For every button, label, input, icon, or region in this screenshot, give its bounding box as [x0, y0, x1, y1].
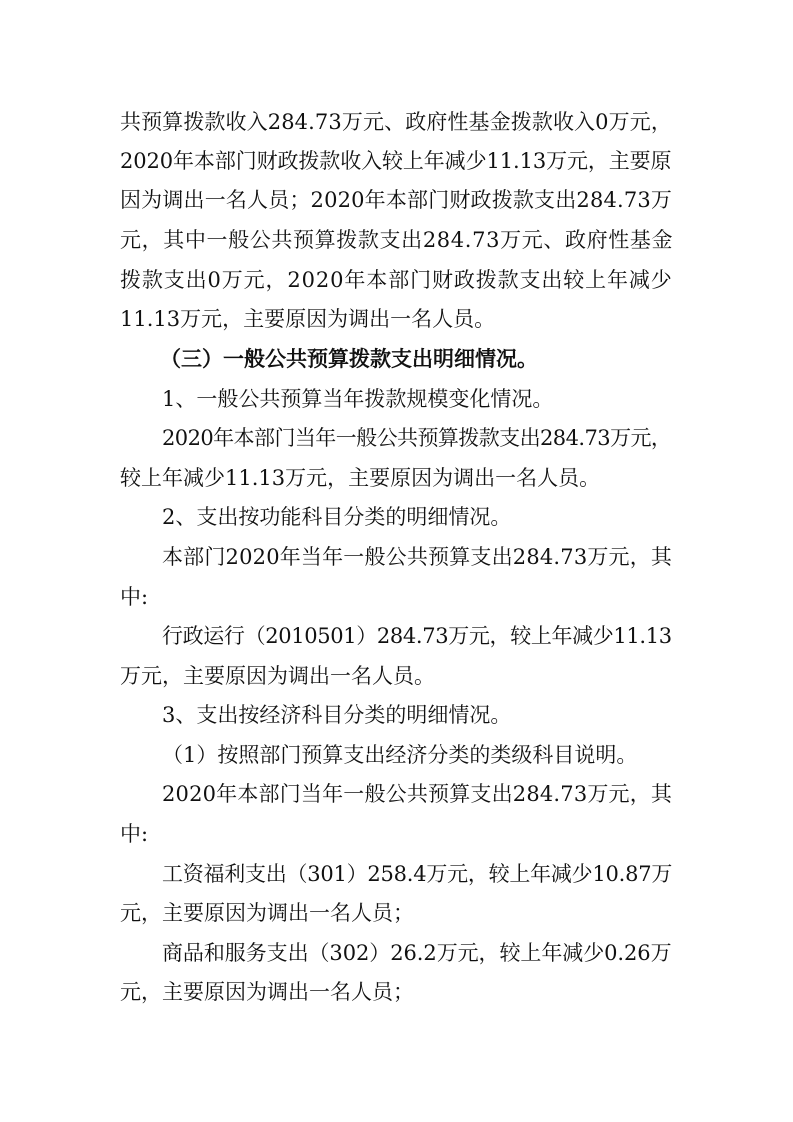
subsection-heading: 3、支出按经济科目分类的明细情况。 — [162, 703, 512, 727]
section-heading: （三）一般公共预算拨款支出明细情况。 — [160, 347, 538, 371]
paragraph-line: 工资福利支出（301）258.4万元，较上年减少10.87万 — [162, 862, 673, 886]
paragraph-line: 较上年减少11.13万元，主要原因为调出一名人员。 — [120, 466, 601, 490]
paragraph-line: 共预算拨款收入284.73万元、政府性基金拨款收入0万元， — [120, 110, 672, 134]
paragraph-line: 万元，主要原因为调出一名人员。 — [120, 664, 435, 688]
paragraph-line: 行政运行（2010501）284.73万元，较上年减少11.13 — [162, 624, 672, 648]
paragraph-line: 因为调出一名人员；2020年本部门财政拨款支出284.73万 — [120, 188, 673, 212]
paragraph-line: 中: — [120, 585, 149, 609]
paragraph-line: 11.13万元，主要原因为调出一名人员。 — [120, 307, 496, 331]
paragraph-line: 2020年本部门财政拨款收入较上年减少11.13万元，主要原 — [120, 149, 672, 173]
paragraph-line: 2020年本部门当年一般公共预算拨款支出284.73万元， — [162, 426, 672, 450]
paragraph-line: 2020年本部门当年一般公共预算支出284.73万元，其 — [162, 782, 673, 806]
paragraph-line: 元，其中一般公共预算拨款支出284.73万元、政府性基金 — [120, 228, 674, 252]
subsection-heading: 2、支出按功能科目分类的明细情况。 — [162, 505, 512, 529]
paragraph-line: 元，主要原因为调出一名人员； — [120, 980, 414, 1004]
subsection-heading: （1）按照部门预算支出经济分类的类级科目说明。 — [162, 743, 638, 767]
paragraph-line: 商品和服务支出（302）26.2万元，较上年减少0.26万 — [162, 941, 672, 965]
paragraph-line: 中: — [120, 822, 149, 846]
paragraph-line: 拨款支出0万元，2020年本部门财政拨款支出较上年减少 — [120, 268, 673, 292]
paragraph-line: 元，主要原因为调出一名人员； — [120, 901, 414, 925]
paragraph-line: 本部门2020年当年一般公共预算支出284.73万元，其 — [162, 545, 673, 569]
subsection-heading: 1、一般公共预算当年拨款规模变化情况。 — [162, 387, 554, 411]
